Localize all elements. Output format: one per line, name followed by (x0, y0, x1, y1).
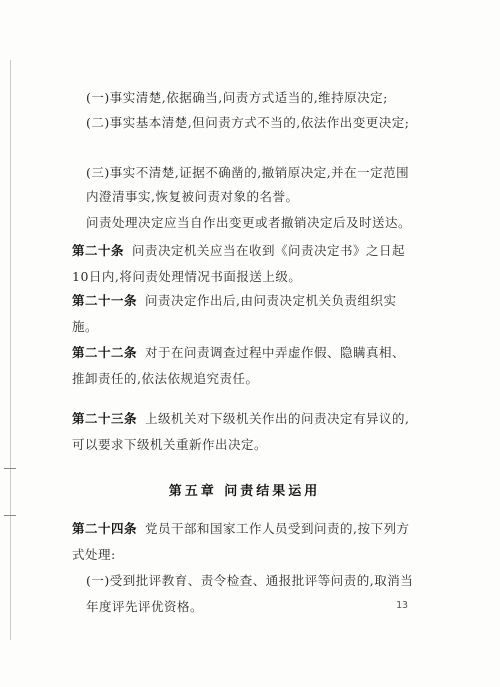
article-21 (72, 288, 417, 340)
article-text: 问责决定作出后,由问责决定机关负责组织实施。 (72, 293, 397, 334)
binding-hole-mark (4, 515, 16, 516)
paragraph-line: 问责处理决定应当自作出变更或者撤销决定后及时送达。 (86, 215, 412, 230)
article-23 (72, 406, 417, 458)
binding-margin-line (10, 60, 11, 640)
article-20 (72, 238, 417, 290)
paragraph-line: (一)受到批评教育、责令检查、通报批评等问责的,取消当年度评先评优资格。 (86, 573, 414, 614)
article-text: 问责决定机关应当在收到《问责决定书》之日起10日内,将问责处理情况书面报送上级。 (72, 243, 406, 284)
binding-hole-mark (4, 468, 16, 469)
paragraph-line: (三)事实不清楚,证据不确凿的,撤销原决定,并在一定范围内澄清事实,恢复被问责对象的名誉。 (86, 165, 410, 204)
article-text: 对于在问责调查过程中弄虚作假、隐瞒真相、推卸责任的,依法依规追究责任。 (72, 345, 406, 386)
article-text: 党员干部和国家工作人员受到问责的,按下列方式处理: (72, 521, 410, 562)
article-number: 第二十三条 (72, 411, 138, 426)
paragraph-line: (二)事实基本清楚,但问责方式不当的,依法作出变更决定; (86, 115, 410, 130)
article-number: 第二十一条 (72, 293, 138, 308)
paragraph-line: (一)事实清楚,依据确当,问责方式适当的,维持原决定; (86, 90, 388, 105)
article-number: 第二十条 (72, 243, 125, 258)
article-text: 上级机关对下级机关作出的问责决定有异议的,可以要求下级机关重新作出决定。 (72, 411, 410, 452)
article-number: 第二十二条 (72, 345, 138, 360)
article-22 (72, 340, 417, 392)
article-24 (72, 516, 417, 568)
chapter-heading: 第五章 问责结果运用 (168, 484, 321, 499)
page-number: 13 (396, 600, 409, 611)
article-number: 第二十四条 (72, 521, 138, 536)
